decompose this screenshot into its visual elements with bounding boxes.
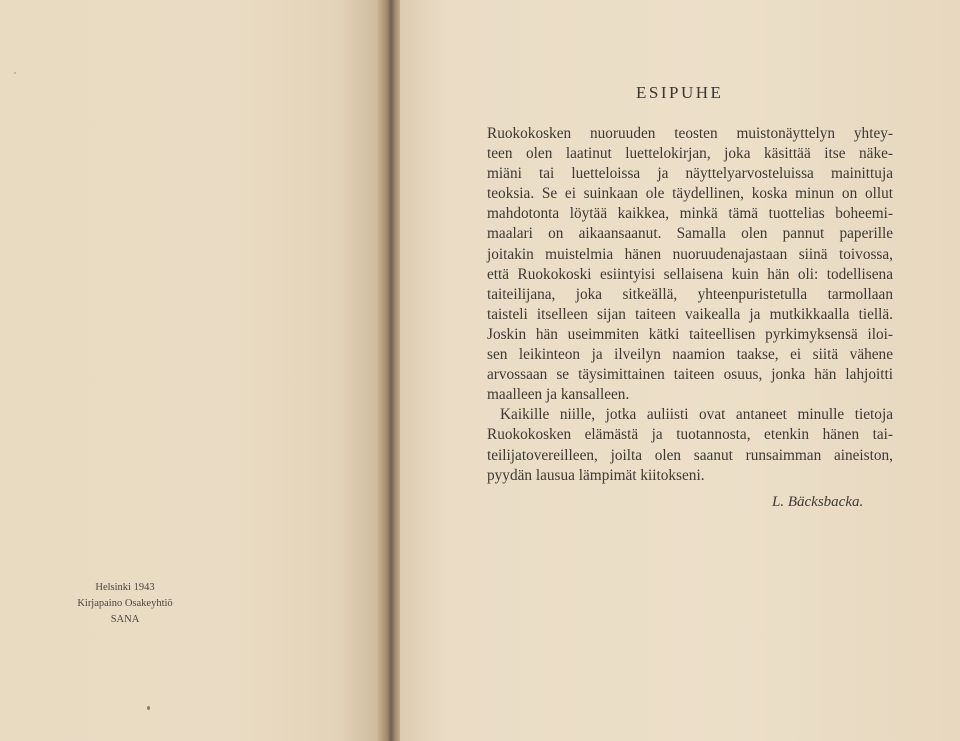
- paper-speck: [14, 72, 16, 74]
- printer-imprint: [40, 580, 210, 628]
- text-line: teoksia. Se ei suinkaan ole täydellinen, koska minun on ollut: [487, 185, 893, 203]
- text-line: joitakin muistelmia hänen nuoruudenajastaan siinä toivossa,: [487, 245, 893, 263]
- text-line: maalleen ja kansalleen.: [487, 386, 630, 404]
- left-page: [0, 0, 384, 741]
- text-line: taiteilijana, joka sitkeällä, yhteenpuristetulla tarmollaan: [487, 285, 893, 303]
- preface-text: [487, 124, 893, 486]
- text-line: Ruokokosken nuoruuden teosten muistonäyttelyn yhtey-: [487, 125, 893, 142]
- imprint-line: Helsinki 1943: [95, 582, 155, 593]
- text-line: taisteli itselleen sijan taiteen vaikealla ja mutkikkaalla tiellä.: [487, 305, 893, 323]
- text-line: Ruokokosken elämästä ja tuotannosta, etenkin hänen tai-: [487, 426, 893, 444]
- text-line: Joskin hän useimmiten kätki taiteellisen pyrkimyksensä iloi-: [487, 325, 893, 343]
- page-title: ESIPUHE: [636, 83, 724, 102]
- text-line: arvossaan se täysimittainen taiteen osuus, jonka hän lahjoitti: [487, 366, 893, 384]
- text-line: sen leikinteon ja ilveilyn naamion taakse, ei siitä vähene: [487, 346, 893, 364]
- text-line: teen olen laatinut luettelokirjan, joka käsittää itse näke-: [487, 145, 893, 163]
- text-line: Kaikille niille, jotka auliisti ovat antaneet minulle tietoja: [500, 406, 893, 424]
- text-line: maalari on aikaansaanut. Samalla olen pannut paperille: [487, 225, 893, 243]
- text-line: että Ruokokoski esiintyisi sellaisena kuin hän oli: todellisena: [487, 265, 893, 283]
- text-line: teilijatovereilleen, joilta olen saanut runsaimman aineiston,: [487, 446, 893, 464]
- text-line: miäni tai luetteloissa ja näyttelyarvosteluissa mainittuja: [487, 165, 893, 183]
- text-line: pyydän lausua lämpimät kiitokseni.: [487, 466, 705, 484]
- imprint-line: Kirjapaino Osakeyhtiö: [77, 598, 173, 609]
- imprint-line: SANA: [110, 614, 140, 625]
- author-signature: L. Bäcksbacka.: [772, 494, 864, 510]
- text-line: mahdotonta löytää kaikkea, minkä tämä tuottelias boheemi-: [487, 205, 893, 223]
- paper-speck: [147, 706, 150, 710]
